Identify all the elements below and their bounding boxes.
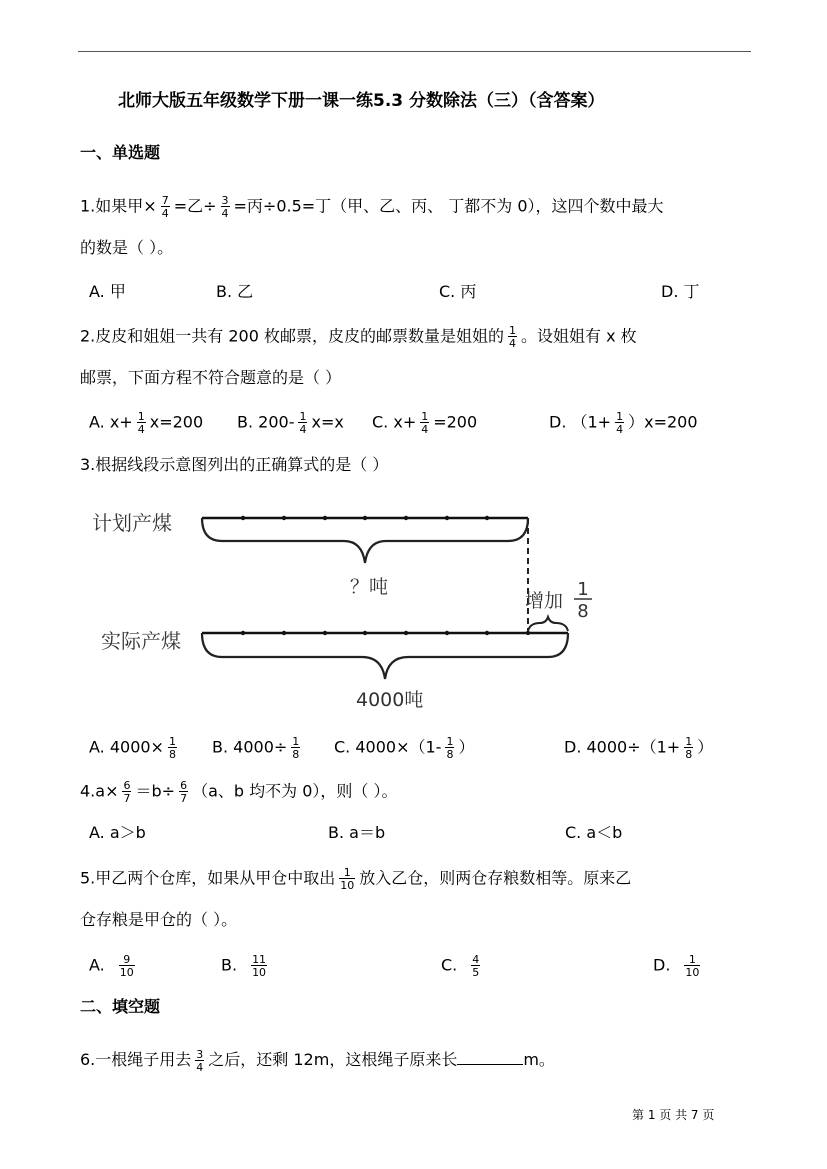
plan-brace bbox=[202, 518, 528, 563]
q5-option-a[interactable]: A. $\frac{9}{10}$ bbox=[89, 953, 134, 979]
q5-option-d[interactable]: D. $\frac{1}{10}$ bbox=[653, 953, 700, 979]
question-5-line-1: 5.甲乙两个仓库，如果从甲仓中取出 $\frac{1}{10}$ 放入乙仓，则两仓存粮数相等。原来乙 bbox=[80, 866, 632, 892]
question-1-line-2: 的数是（ ）。 bbox=[80, 238, 174, 257]
increase-brace bbox=[528, 617, 568, 631]
q1-option-b[interactable]: B. 乙 bbox=[216, 282, 254, 301]
total-label: 4000吨 bbox=[356, 689, 424, 711]
question-5-line-2: 仓存粮是甲仓的（ ）。 bbox=[80, 910, 238, 929]
question-4: 4.a× $\frac{6}{7}$ ＝b÷ $\frac{6}{7}$ （a、b 均不为 0），则（ ）。 bbox=[80, 779, 398, 805]
question-2-line-1: 2.皮皮和姐姐一共有 200 枚邮票，皮皮的邮票数量是姐姐的 $\frac{1}{4}$ 。设姐姐有 x 枚 bbox=[80, 324, 637, 350]
fraction: $\frac{3}{4}$ bbox=[221, 194, 229, 220]
question-1-line-1: 1.如果甲× $\frac{7}{4}$ =乙÷ $\frac{3}{4}$ =丙÷0.5=丁（甲、乙、丙、 丁都不为 0），这四个数中最大 bbox=[80, 194, 664, 220]
q3-option-d[interactable]: D. 4000÷（1+ $\frac{1}{8}$ ） bbox=[564, 735, 714, 761]
plan-label: 计划产煤 bbox=[92, 511, 172, 535]
section-heading-choice: 一、单选题 bbox=[80, 143, 161, 162]
q5-option-b[interactable]: B. $\frac{11}{10}$ bbox=[221, 953, 267, 979]
section-heading-fill: 二、填空题 bbox=[80, 997, 161, 1016]
q2-option-c[interactable]: C. x+ $\frac{1}{4}$ =200 bbox=[372, 410, 478, 436]
question-3-stem: 3.根据线段示意图列出的正确算式的是（ ） bbox=[80, 455, 389, 474]
increase-label: 增加 bbox=[525, 590, 564, 612]
unknown-label: ？吨 bbox=[350, 576, 389, 598]
increase-numerator: 1 bbox=[577, 579, 589, 600]
q1-option-a[interactable]: A. 甲 bbox=[89, 282, 126, 301]
q5-option-c[interactable]: C. $\frac{4}{5}$ bbox=[441, 953, 480, 979]
q2-option-a[interactable]: A. x+ $\frac{1}{4}$ x=200 bbox=[89, 410, 204, 436]
q3-option-a[interactable]: A. 4000× $\frac{1}{8}$ bbox=[89, 735, 176, 761]
page-title: 北师大版五年级数学下册一课一练5.3 分数除法（三）（含答案） bbox=[118, 91, 605, 111]
increase-denominator: 8 bbox=[577, 601, 589, 622]
q3-option-b[interactable]: B. 4000÷ $\frac{1}{8}$ bbox=[212, 735, 300, 761]
answer-blank[interactable] bbox=[457, 1048, 523, 1065]
line-segment-diagram bbox=[0, 495, 827, 725]
q2-option-b[interactable]: B. 200- $\frac{1}{4}$ x=x bbox=[237, 410, 344, 436]
q4-option-a[interactable]: A. a＞b bbox=[89, 823, 146, 842]
q1-option-d[interactable]: D. 丁 bbox=[661, 282, 700, 301]
question-6: 6.一根绳子用去 $\frac{3}{4}$ 之后，还剩 12m，这根绳子原来长 m。 bbox=[80, 1047, 555, 1074]
fraction: $\frac{1}{4}$ bbox=[508, 324, 516, 350]
q3-option-c[interactable]: C. 4000×（1- $\frac{1}{8}$ ） bbox=[334, 735, 475, 761]
actual-brace bbox=[202, 633, 568, 679]
q2-option-d[interactable]: D. （1+ $\frac{1}{4}$ ）x=200 bbox=[549, 410, 698, 436]
question-2-line-2: 邮票，下面方程不符合题意的是（ ） bbox=[80, 368, 342, 387]
actual-label: 实际产煤 bbox=[101, 629, 181, 653]
page-footer: 第 1 页 共 7 页 bbox=[632, 1108, 715, 1122]
header-rule bbox=[78, 51, 751, 52]
q1-option-c[interactable]: C. 丙 bbox=[439, 282, 477, 301]
q4-option-b[interactable]: B. a＝b bbox=[328, 823, 386, 842]
q4-option-c[interactable]: C. a＜b bbox=[565, 823, 623, 842]
fraction: $\frac{7}{4}$ bbox=[161, 194, 169, 220]
